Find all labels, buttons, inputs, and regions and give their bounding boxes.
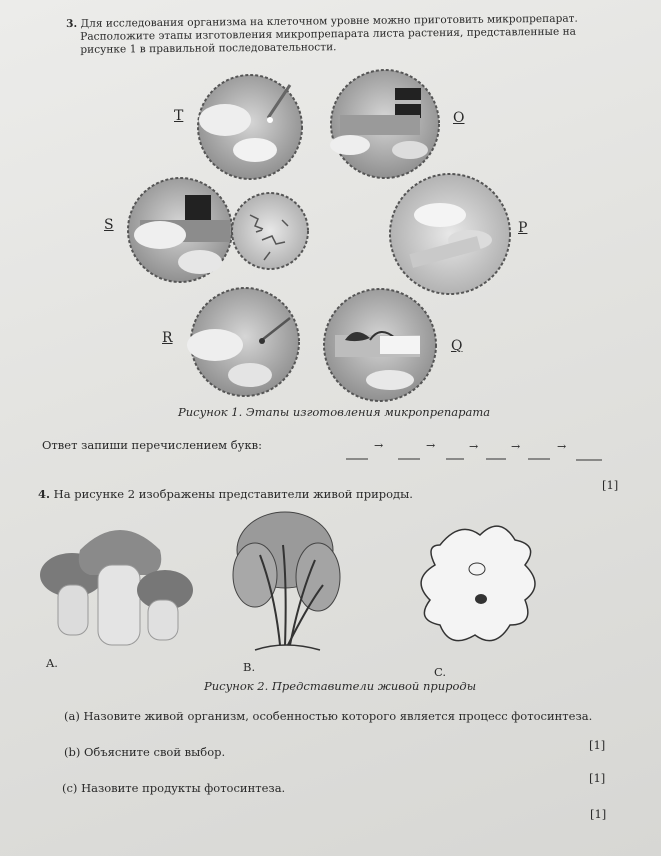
question-3-score: [1] [602, 478, 619, 492]
sub-question-c-score: [1] [590, 807, 607, 821]
stage-label-o: O [453, 110, 465, 126]
sub-question-b-score: [1] [589, 771, 606, 785]
stage-r-image [187, 288, 299, 396]
figure-2-illustration [0, 505, 661, 680]
answer-prompt: Ответ запиши перечислением букв: [42, 438, 262, 452]
stage-label-q: Q [451, 338, 463, 354]
stage-label-t: T [174, 108, 184, 124]
answer-sequence-field[interactable] [346, 439, 604, 463]
figure-2-caption: Рисунок 2. Представители живой природы [204, 679, 477, 693]
stage-label-r: R [162, 330, 173, 346]
organism-letter-b: B. [243, 660, 256, 674]
organism-c-amoeba [421, 526, 535, 641]
stage-s-image [128, 178, 308, 282]
stage-label-p: P [518, 220, 528, 236]
sub-question-b: (b) Объясните свой выбор. [64, 745, 226, 759]
question-3-line-2: Расположите этапы изготовления микропрепарата листа растения, представленные на [80, 25, 577, 43]
organism-b-tree [233, 512, 340, 650]
arrow-4: → [511, 440, 521, 453]
question-4-number: 4. [38, 487, 51, 501]
arrow-5: → [557, 440, 567, 453]
stage-q-image [324, 289, 436, 401]
question-4-prompt: На рисунке 2 изображены представители живой природы. [53, 487, 413, 501]
stage-label-s: S [104, 217, 114, 233]
question-4-text [38, 487, 413, 501]
figure-1-illustration [0, 0, 661, 420]
question-3-number: 3. [66, 17, 78, 30]
organism-letter-c: C. [434, 665, 447, 679]
sub-question-a-score: [1] [589, 738, 606, 752]
arrow-2: → [426, 439, 436, 452]
organism-a-mushrooms [40, 530, 193, 645]
arrow-3: → [469, 440, 479, 453]
arrow-1: → [374, 439, 384, 452]
question-3-line-1: Для исследования организма на клеточном уровне можно приготовить микропрепарат. [80, 12, 578, 30]
figure-1-caption: Рисунок 1. Этапы изготовления микропрепарата [178, 405, 491, 419]
sub-question-a: (a) Назовите живой организм, особенностью которого является процесс фотосинтеза. [64, 709, 593, 723]
stage-t-image [198, 75, 302, 179]
organism-letter-a: A. [46, 656, 58, 670]
stage-o-image [330, 70, 439, 178]
stage-p-image [390, 174, 510, 294]
question-3-line-3: рисунке 1 в правильной последовательности. [80, 41, 337, 56]
sub-question-c: (c) Назовите продукты фотосинтеза. [62, 781, 286, 795]
